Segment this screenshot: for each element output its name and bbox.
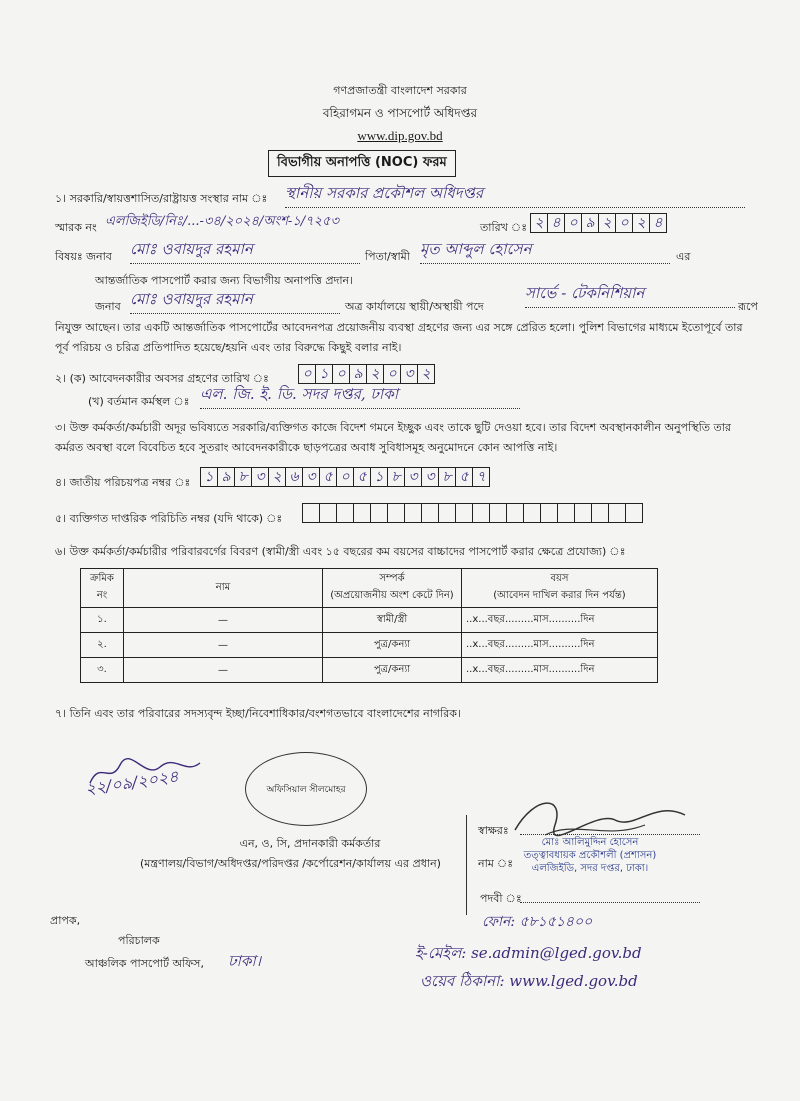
subject-line2: আন্তর্জাতিক পাসপোর্ট করার জন্য বিভাগীয় অনাপত্তি প্রদান। (95, 274, 354, 287)
col-age (462, 569, 658, 608)
nid-digit: ৩ (422, 468, 439, 486)
item1-paragraph: নিযুক্ত আছেন। তার একটি আন্তর্জাতিক পাসপোর্টের আবেদনপত্র প্রয়োজনীয় ব্যবস্থা গ্রহণের জন্য এর সঙ্গে প্রেরিত হলো। পুলিশ বিভাগের মাধ্যমে ইতোপূর্বে তার পূর্ব পরিচয় ও চরিত্র প্রতিপাদিত হয়েছে/হয়নি এবং তার বিরুদ্ধে কিছুই বলার নাই। (55, 321, 743, 354)
officer-email: ই-মেইল: se.admin@lged.gov.bd (415, 944, 642, 962)
org-name-field: স্থানীয় সরকার প্রকৌশল অধিদপ্তর (285, 182, 745, 208)
nid-digit: ১ (201, 468, 218, 486)
col-relation-title: সম্পর্ক (379, 573, 405, 584)
name-label: নাম ঃ (478, 857, 514, 870)
subject-suffix: এর (676, 250, 691, 263)
office-id-digit (626, 504, 642, 522)
office-id-digit (337, 504, 354, 522)
row-age: ..x...বছর.........মাস..........দিন (462, 633, 658, 658)
office-id-digit (473, 504, 490, 522)
stamp-name: মোঃ আলিমুদ্দিন হোসেন (541, 837, 639, 848)
nid-digit: ৮ (388, 468, 405, 486)
row-serial: ২. (81, 633, 124, 658)
table-row (81, 658, 658, 683)
stamp-office: এলজিইডি, সদর দপ্তর, ঢাকা। (531, 863, 649, 874)
nid-label: ৪। জাতীয় পরিচয়পত্র নম্বর ঃ (55, 476, 191, 489)
office-id-digit (354, 504, 371, 522)
office-text: অত্র কার্যালয়ে স্থায়ী/অস্থায়ী পদে (345, 300, 484, 313)
date-digit: ২ (599, 214, 616, 232)
nid-digit: ৬ (286, 468, 303, 486)
official-seal (245, 752, 367, 826)
office-id-digit (388, 504, 405, 522)
office-id-digit (405, 504, 422, 522)
office-id-digit (575, 504, 592, 522)
date-digit: ৪ (548, 214, 565, 232)
retire-digit: ৯ (350, 365, 367, 383)
applicant-signature (85, 755, 205, 790)
janab-name: মোঃ ওবায়দুর রহমান (130, 288, 340, 314)
nid-digit: ৫ (456, 468, 473, 486)
office-id-digit (371, 504, 388, 522)
memo-value: এলজিইডি/নিঃ/...-৩৪/২০২৪/অংশ-১/৭২৫৩ (105, 214, 339, 229)
office-id-digit (558, 504, 575, 522)
nid-digit: ৫ (354, 468, 371, 486)
date-digit-boxes (530, 213, 667, 233)
nid-digit: ৮ (235, 468, 252, 486)
date-digit: ০ (565, 214, 582, 232)
col-age-note: (আবেদন দাখিল করার দিন পর্যন্ত) (493, 590, 626, 601)
handwritten-date: ২২/০৯/২০২৪ (83, 766, 180, 799)
nid-digit: ১ (371, 468, 388, 486)
row-relation: পুত্র/কন্যা (323, 633, 462, 658)
recipient-to: প্রাপক, (50, 914, 81, 927)
office-id-digit (524, 504, 541, 522)
office-id-digit (303, 504, 320, 522)
row-name: — (124, 633, 323, 658)
date-digit: ৯ (582, 214, 599, 232)
parent-name: মৃত আব্দুল হোসেন (420, 238, 670, 264)
org-label: ১। সরকারি/স্বায়ত্তশাসিত/রাষ্ট্রায়ত্ত সংস্থার নাম ঃ (55, 192, 268, 205)
recipient-office: আঞ্চলিক পাসপোর্ট অফিস, (85, 957, 204, 970)
gov-title: গণপ্রজাতন্ত্রী বাংলাদেশ সরকার (333, 84, 467, 97)
subject-name: মোঃ ওবায়দুর রহমান (130, 238, 360, 264)
designation-line (520, 902, 700, 903)
col-relation-note: (অপ্রয়োজনীয় অংশ কেটে দিন) (330, 590, 454, 601)
retire-digit: ১ (316, 365, 333, 383)
retire-label: ২। (ক) আবেদনকারীর অবসর গ্রহণের তারিখ ঃ (55, 372, 269, 385)
seal-label: অফিসিয়াল সীলমোহর (266, 784, 346, 795)
janab-label: জনাব (95, 300, 121, 313)
office-id-digit (507, 504, 524, 522)
table-row (81, 633, 658, 658)
retire-digit-boxes (298, 364, 435, 384)
retire-digit: ০ (384, 365, 401, 383)
memo-label: স্মারক নং (55, 221, 97, 234)
nid-digit: ৩ (303, 468, 320, 486)
family-label: ৬। উক্ত কর্মকর্তা/কর্মচারীর পরিবারবর্গের বিবরণ (স্বামী/স্ত্রী এবং ১৫ বছরের কম বয়সের বাচ্চাদের পাসপোর্ট করার ক্ষেত্রে প্রযোজ্য) ঃ (55, 545, 626, 558)
office-id-digit (490, 504, 507, 522)
nid-digit: ৯ (218, 468, 235, 486)
post-name: সার্ভে - টেকনিশিয়ান (525, 282, 735, 308)
parent-label: পিতা/স্বামী (365, 250, 410, 263)
nid-digit: ৮ (439, 468, 456, 486)
stamp-title: তত্ত্বাবধায়ক প্রকৌশলী (প্রশাসন) (523, 850, 657, 861)
nid-digit: ০ (337, 468, 354, 486)
recipient-city: ঢাকা। (228, 952, 262, 970)
row-serial: ১. (81, 608, 124, 633)
office-id-digit (592, 504, 609, 522)
row-age: ..x...বছর.........মাস..........দিন (462, 658, 658, 683)
workplace-value: এল. জি. ই. ডি. সদর দপ্তর, ঢাকা (200, 383, 520, 409)
office-id-digit (456, 504, 473, 522)
row-relation: পুত্র/কন্যা (323, 658, 462, 683)
dept-title: বহিরাগমন ও পাসপোর্ট অধিদপ্তর (322, 106, 478, 120)
date-digit: ২ (633, 214, 650, 232)
office-id-digit (439, 504, 456, 522)
date-label: তারিখ ঃ (480, 221, 528, 234)
post-suffix: রূপে (738, 300, 758, 313)
designation-label: পদবী ঃ (480, 892, 522, 905)
nid-digit-boxes (200, 467, 490, 487)
row-name: — (124, 658, 323, 683)
retire-digit: ২ (421, 366, 431, 382)
item3-text: ৩। উক্ত কর্মকর্তা/কর্মচারী অদূর ভবিষ্যতে সরকারি/ব্যক্তিগত কাজে বিদেশ গমনে ইচ্ছুক এবং তাকে ছুটি দেওয়া হবে। তার বিদেশ অবস্থানকালীন অনুপস্থিতি তার কর্মরত অবস্থা বলে বিবেচিত হবে সুতরাং আবেদনকারীকে ছাড়পত্রের অবাধ সুবিধাসমূহ অনুমোদনে কোন আপত্তি নাই। (55, 421, 731, 454)
row-name: — (124, 608, 323, 633)
recipient-title: পরিচালক (118, 934, 160, 947)
office-id-label: ৫। ব্যক্তিগত দাপ্তরিক পরিচিতি নম্বর (যদি থাকে) ঃ (55, 512, 283, 525)
row-relation: স্বামী/স্ত্রী (323, 608, 462, 633)
office-id-digit (609, 504, 626, 522)
nid-digit: ৩ (252, 468, 269, 486)
office-id-digit (422, 504, 439, 522)
retire-digit: ২ (367, 365, 384, 383)
nid-digit: ২ (269, 468, 286, 486)
row-serial: ৩. (81, 658, 124, 683)
date-digit: ৪ (653, 215, 663, 231)
officer-line1: এন, ও, সি, প্রদানকারী কর্মকর্তার (239, 837, 381, 850)
col-age-title: বয়স (550, 573, 569, 584)
header (250, 82, 550, 144)
office-id-digit (541, 504, 558, 522)
office-id-digit (320, 504, 337, 522)
subject-label: বিষয়ঃ জনাব (55, 250, 112, 263)
col-serial: ক্রমিক নং (81, 569, 124, 608)
col-relation (323, 569, 462, 608)
table-header-row (81, 569, 658, 608)
workplace-label: (খ) বর্তমান কর্মস্থল ঃ (88, 395, 190, 408)
date-digit: ২ (531, 214, 548, 232)
sign-label: স্বাক্ষরঃ (478, 824, 509, 837)
officer-signature (505, 790, 695, 850)
retire-digit: ০ (333, 365, 350, 383)
officer-line2: (মন্ত্রণালয়/বিভাগ/অধিদপ্তর/পরিদপ্তর /কর্পোরেশন/কার্যালয় এর প্রধান) (140, 857, 441, 870)
table-row (81, 608, 658, 633)
date-digit: ০ (616, 214, 633, 232)
item7-text: ৭। তিনি এবং তার পরিবারের সদস্যবৃন্দ ইচ্ছা/নিবেশাধিকার/বংশগতভাবে বাংলাদেশের নাগরিক। (55, 707, 461, 720)
nid-digit: ৭ (476, 469, 486, 485)
officer-website: ওয়েব ঠিকানা: www.lged.gov.bd (420, 972, 638, 990)
form-title: বিভাগীয় অনাপত্তি (NOC) ফরম (268, 150, 456, 177)
nid-digit: ৫ (320, 468, 337, 486)
col-name: নাম (124, 569, 323, 608)
retire-digit: ০ (299, 365, 316, 383)
row-age: ..x...বছর.........মাস..........দিন (462, 608, 658, 633)
officer-phone: ফোন: ৫৮১৫১৪০০ (482, 914, 593, 930)
signature-divider (466, 815, 467, 915)
family-table (80, 568, 658, 683)
nid-digit: ৩ (405, 468, 422, 486)
website-url: www.dip.gov.bd (357, 128, 443, 143)
retire-digit: ৩ (401, 365, 418, 383)
office-id-boxes (302, 503, 643, 523)
